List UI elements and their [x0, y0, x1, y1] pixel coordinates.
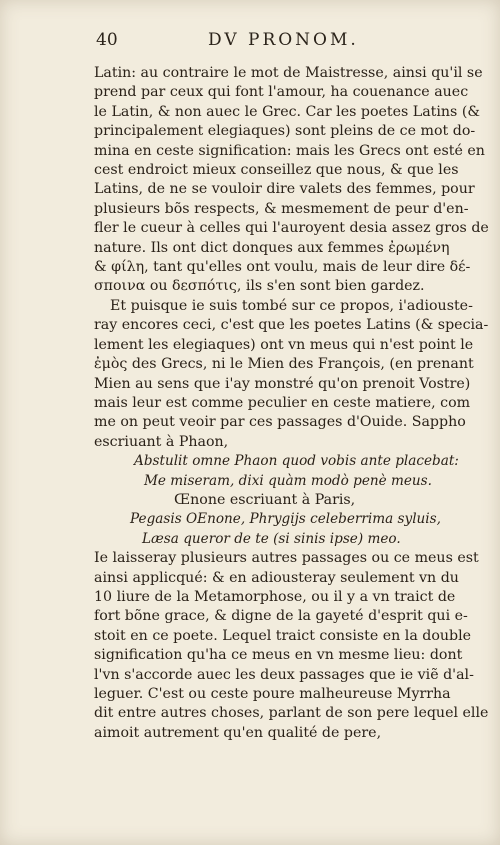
text-line: plusieurs bõs respects, & mesmement de peur d'en-	[94, 200, 469, 217]
text-line: mais leur est comme peculier en ceste matiere, com	[94, 394, 471, 411]
running-title: DV PRONOM.	[208, 30, 359, 50]
text-line: fler le cueur à celles qui l'auroyent desia assez gros de	[94, 220, 489, 237]
text-line: aimoit autrement qu'en qualité de pere,	[94, 724, 382, 741]
text-line: le Latin, & non auec le Grec. Car les poetes Latins (&	[94, 103, 480, 120]
text-line: me on peut veoir par ces passages d'Ouide. Sappho	[94, 414, 466, 431]
verse-line: Abstulit omne Phaon quod vobis ante placebat:	[134, 453, 459, 470]
text-line: Latins, de ne se vouloir dire valets des femmes, pour	[94, 181, 475, 198]
body-text	[94, 64, 489, 743]
text-line: ἐμὸς des Grecs, ni le Mien des François, (en prenant	[94, 356, 474, 373]
verse-attribution: Œnone escriuant à Paris,	[174, 491, 356, 508]
text-line: cest endroict mieux conseillez que nous, & que les	[94, 162, 459, 179]
text-line: ray encores ceci, c'est que les poetes Latins (& specia-	[94, 317, 489, 334]
text-line: lement les elegiaques) ont vn meus qui n'est point le	[94, 336, 474, 353]
verse-line: Læsa queror de te (si sinis ipse) meo.	[142, 530, 401, 547]
text-line: dit entre autres choses, parlant de son pere lequel elle	[94, 705, 489, 722]
text-line: fort bõne grace, & digne de la gayeté d'esprit qui e-	[94, 608, 468, 625]
text-line: nature. Ils ont dict donques aux femmes ἐρωμένη	[94, 239, 450, 256]
text-line: & φίλη, tant qu'elles ont voulu, mais de leur dire δέ-	[94, 259, 471, 276]
page-number: 40	[96, 30, 118, 50]
text-line: escriuant à Phaon,	[94, 433, 229, 450]
text-line: signification qu'ha ce meus en vn mesme lieu: dont	[94, 647, 463, 664]
text-line: Et puisque ie suis tombé sur ce propos, i'adiouste-	[110, 297, 473, 314]
text-line: mina en ceste signification: mais les Grecs ont esté en	[94, 142, 485, 159]
text-line: Ie laisseray plusieurs autres passages ou ce meus est	[94, 550, 479, 567]
text-line: Latin: au contraire le mot de Maistresse, ainsi qu'il se	[94, 65, 483, 81]
text-line: Mien au sens que i'ay monstré qu'on prenoit Vostre)	[94, 375, 471, 392]
page-header	[90, 30, 390, 54]
verse-line: Pegasis OEnone, Phrygijs celeberrima syluis,	[130, 511, 441, 528]
text-line: leguer. C'est ou ceste poure malheureuse Myrrha	[94, 686, 451, 702]
verse-line: Me miseram, dixi quàm modò penè meus.	[144, 472, 432, 489]
text-line: σποινα ou δεσπότις, ils s'en sont bien gardez.	[94, 278, 425, 295]
text-line: l'vn s'accorde auec les deux passages que ie viẽ d'al-	[94, 666, 474, 683]
text-line: 10 liure de la Metamorphose, ou il y a vn traict de	[94, 588, 456, 605]
text-line: ainsi applicqué: & en adiousteray seulement vn du	[94, 569, 459, 586]
text-line: principalement elegiaques) sont pleins de ce mot do-	[94, 123, 476, 140]
text-line: stoit en ce poete. Lequel traict consiste en la double	[94, 627, 472, 644]
text-line: prend par ceux qui font l'amour, ha couenance auec	[94, 84, 469, 101]
